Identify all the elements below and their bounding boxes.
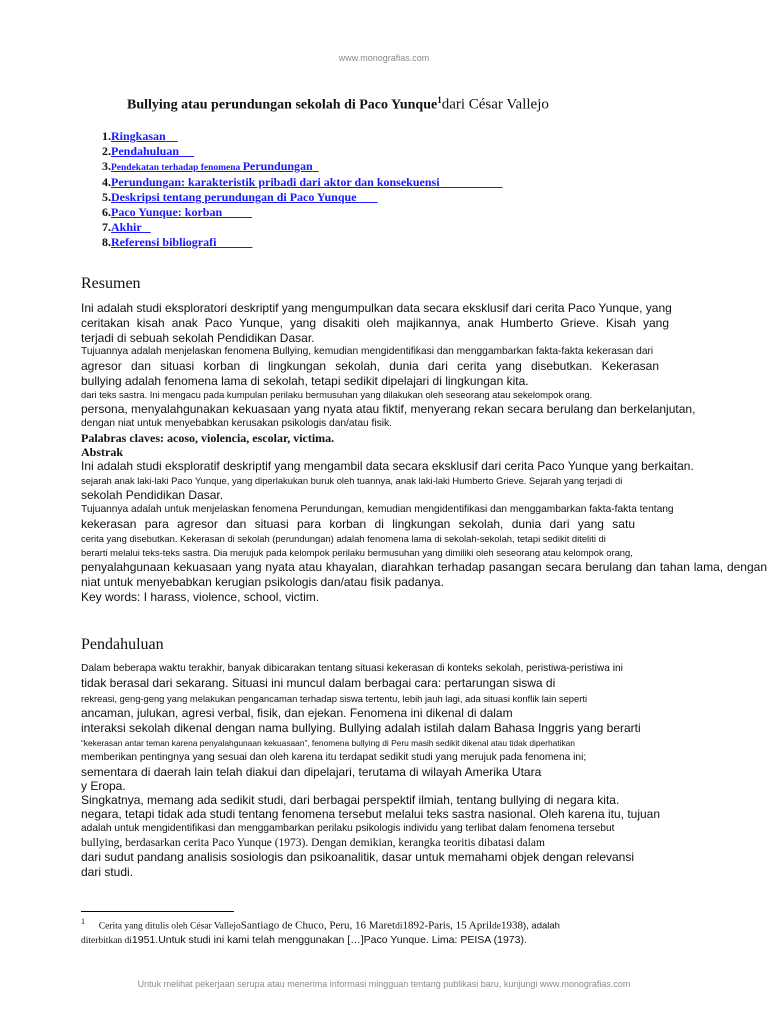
- text-line: niat untuk menyebabkan kerugian psikologis dan/atau fisik padanya.: [81, 575, 444, 589]
- keywords-line: Palabras claves: acoso, violencia, escolar, victima.: [81, 431, 335, 445]
- text-line: Tujuannya adalah menjelaskan fenomena Bullying, kemudian mengidentifikasi dan menggambarkan fakta-fakta kekerasan dari: [81, 346, 654, 357]
- footnote: $^1$ Cerita yang ditulis oleh César VallejoSantiago de Chuco, Peru, 16 Maretdi1892-Paris, 15 Aprilde1938), adalah diterbitkan di1951.Untuk studi ini kami telah menggunakan […]Paco Yunque. Lima: PEISA (1973).: [81, 917, 560, 946]
- footnote-ref[interactable]: 1: [437, 95, 442, 105]
- text-line: berarti melalui teks-teks sastra. Dia merujuk pada kelompok perilaku bermusuhan yang dimiliki oleh seseorang atau kelompok orang,: [81, 547, 633, 558]
- toc-link-pendahuluan[interactable]: Pendahuluan: [111, 143, 180, 158]
- toc-item: 8.Referensi bibliografi: [102, 235, 503, 250]
- toc-item: 3.Pendekatan terhadap fenomena Perundungan: [102, 159, 503, 176]
- text-line: Tujuannya adalah untuk menjelaskan fenomena Perundungan, kemudian mengidentifikasi dan menggambarkan fakta-fakta tentang: [81, 504, 674, 515]
- text-line: dengan niat untuk menyebabkan kerusakan psikologis dan/atau fisik.: [81, 418, 392, 429]
- text-line: ancaman, julukan, agresi verbal, fisik, dan ejekan. Fenomena ini dikenal di dalam: [81, 706, 513, 720]
- toc-link-ringkasan[interactable]: Ringkasan: [111, 129, 166, 143]
- text-line: bullying adalah fenomena lama di sekolah, tetapi sedikit dipelajari di lingkungan kita.: [81, 374, 529, 388]
- text-line: Dalam beberapa waktu terakhir, banyak dibicarakan tentang situasi kekerasan di konteks sekolah, peristiwa-peristiwa ini: [81, 663, 623, 674]
- toc-item: 2.Pendahuluan: [102, 144, 503, 159]
- text-line: y Eropa.: [81, 779, 126, 793]
- text-line: rekreasi, geng-geng yang melakukan pengancaman terhadap siswa tertentu, lebih jauh lagi, ada situasi konflik lain seperti: [81, 693, 588, 704]
- text-line: Ini adalah studi eksploratif deskriptif yang mengambil data secara eksklusif dari cerita Paco Yunque yang berkaitan.: [81, 459, 694, 473]
- text-line: Singkatnya, memang ada sedikit studi, dari berbagai perspektif ilmiah, tentang bullying di negara kita.: [81, 793, 620, 807]
- document-title: [127, 95, 549, 114]
- text-line: ceritakan kisah anak Paco Yunque, yang disakiti oleh majikannya, anak Humberto Grieve. Kisah yang: [81, 316, 669, 330]
- footnote-divider: [81, 911, 234, 912]
- toc-item: 1.Ringkasan: [102, 129, 503, 144]
- section-heading-resumen: Resumen: [81, 275, 141, 292]
- text-line: terjadi di sebuah sekolah Pendidikan Dasar.: [81, 331, 315, 345]
- text-line: Ini adalah studi eksploratori deskriptif yang mengumpulkan data secara eksklusif dari cerita Paco Yunque, yang: [81, 301, 672, 315]
- text-line: sekolah Pendidikan Dasar.: [81, 488, 224, 502]
- document-title-tail: dari César Vallejo: [441, 96, 549, 113]
- text-line: dari teks sastra. Ini mengacu pada kumpulan perilaku bermusuhan yang dilakukan oleh seseorang atau sekelompok orang.: [81, 389, 593, 400]
- toc-item: 5.Deskripsi tentang perundungan di Paco Yunque: [102, 190, 503, 205]
- pendahuluan-body: [81, 661, 768, 880]
- text-line: sementara di daerah lain telah diakui dan dipelajari, terutama di wilayah Amerika Utara: [81, 765, 542, 779]
- text-line: adalah untuk mengidentifikasi dan menggambarkan perilaku psikologis individu yang terlibat dalam fenomena tersebut: [81, 823, 615, 834]
- toc-link-karakteristik[interactable]: Perundungan: karakteristik pribadi dari aktor dan konsekuensi: [111, 175, 440, 190]
- text-line: dari studi.: [81, 865, 134, 879]
- text-line: dari sudut pandang analisis sosiologis dan psikoanalitik, dasar untuk memahami objek dengan relevansi: [81, 850, 635, 864]
- text-line: “kekerasan antar teman karena penyalahgunaan kekuasaan”, fenomena bullying di Peru masih sedikit dikenal atau tidak diperhatikan: [81, 738, 575, 748]
- document-title-main: Bullying atau perundungan sekolah di Paco Yunque: [127, 97, 438, 113]
- text-line: bullying, berdasarkan cerita Paco Yunque (1973). Dengan demikian, kerangka teoritis dibatasi dalam: [81, 837, 545, 849]
- table-of-contents: [102, 129, 503, 249]
- resumen-body: [81, 301, 768, 605]
- toc-link-korban[interactable]: Paco Yunque: korban: [111, 204, 223, 219]
- text-line: persona, menyalahgunakan kekuasaan yang nyata atau fiktif, menyerang rekan secara berulang dan berkelanjutan,: [81, 402, 696, 416]
- text-line: sejarah anak laki-laki Paco Yunque, yang diperlakukan buruk oleh tuannya, anak laki-laki Humberto Grieve. Sejarah yang terjadi di: [81, 475, 623, 486]
- text-line: agresor dan situasi korban di lingkungan sekolah, dunia dari cerita yang disebutkan. Kekerasan: [81, 359, 659, 373]
- text-line: interaksi sekolah dikenal dengan nama bullying. Bullying adalah istilah dalam Bahasa Inggris yang berarti: [81, 721, 641, 735]
- toc-link-pendekatan[interactable]: Pendekatan terhadap fenomena Perundungan: [111, 158, 313, 173]
- toc-item: 4.Perundungan: karakteristik pribadi dari aktor dan konsekuensi: [102, 175, 503, 190]
- toc-link-deskripsi[interactable]: Deskripsi tentang perundungan di Paco Yunque: [111, 190, 357, 205]
- toc-link-referensi[interactable]: Referensi bibliografi: [111, 234, 217, 249]
- abstrak-heading: Abstrak: [81, 445, 124, 459]
- toc-item: 7.Akhir: [102, 220, 503, 235]
- footnote-mark: 1: [81, 917, 85, 926]
- text-line: kekerasan para agresor dan situasi para korban di lingkungan sekolah, dunia dari yang satu: [81, 517, 635, 531]
- site-header-url[interactable]: www.monografias.com: [338, 53, 430, 63]
- site-footer-notice[interactable]: Untuk melihat pekerjaan serupa atau menerima informasi mingguan tentang publikasi baru, kunjungi www.monografias.com: [137, 979, 631, 989]
- toc-item: 6.Paco Yunque: korban: [102, 205, 503, 220]
- text-line: penyalahgunaan kekuasaan yang nyata atau khayalan, diarahkan terhadap pasangan secara berulang dan tahan lama, dengan: [81, 560, 767, 574]
- text-line: memberikan pentingnya yang sesuai dan oleh karena itu terdapat sedikit studi yang merujuk pada fenomena ini;: [81, 752, 587, 763]
- keywords-english: Key words: I harass, violence, school, victim.: [81, 590, 320, 604]
- text-line: tidak berasal dari sekarang. Situasi ini muncul dalam berbagai cara: pertarungan siswa di: [81, 676, 556, 690]
- toc-link-akhir[interactable]: Akhir: [111, 219, 142, 234]
- text-line: cerita yang disebutkan. Kekerasan di sekolah (perundungan) adalah fenomena lama di sekolah-sekolah, tetapi sedikit diteliti di: [81, 533, 606, 544]
- section-heading-pendahuluan: Pendahuluan: [81, 636, 164, 653]
- text-line: negara, tetapi tidak ada studi tentang fenomena tersebut melalui teks sastra nasional. Oleh karena itu, tujuan: [81, 807, 661, 821]
